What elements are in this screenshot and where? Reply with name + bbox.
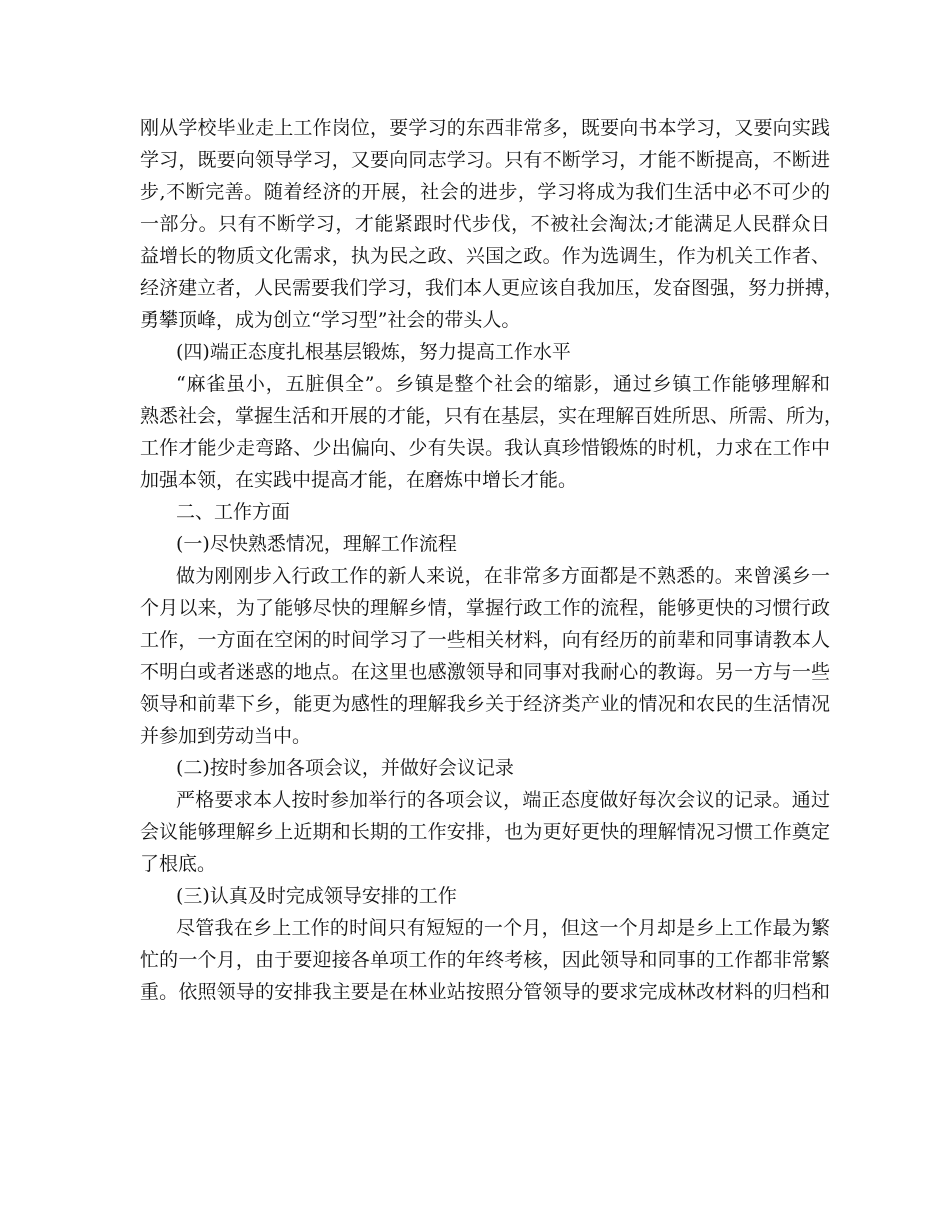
paragraph-line: 做为刚刚步入行政工作的新人来说，在非常多方面都是不熟悉的。来曾溪乡一 bbox=[176, 565, 830, 587]
section-heading: (四)端正态度扎根基层锻炼，努力提高工作水平 bbox=[176, 341, 571, 363]
paragraph-line: 工作才能少走弯路、少出偏向、少有失误。我认真珍惜锻炼的时机，力求在工作中 bbox=[140, 437, 830, 459]
paragraph-line: 忙的一个月，由于要迎接各单项工作的年终考核，因此领导和同事的工作都非常繁 bbox=[140, 949, 830, 971]
paragraph-line: 经济建立者，人民需要我们学习，我们本人更应该自我加压，发奋图强，努力拼搏， bbox=[140, 277, 844, 299]
paragraph-line: “麻雀虽小，五脏俱全”。乡镇是整个社会的缩影，通过乡镇工作能够理解和 bbox=[176, 373, 830, 395]
paragraph-line: 熟悉社会，掌握生活和开展的才能，只有在基层，实在理解百姓所思、所需、所为， bbox=[140, 405, 844, 427]
paragraph-line: 领导和前辈下乡，能更为感性的理解我乡关于经济类产业的情况和农民的生活情况 bbox=[140, 693, 830, 715]
paragraph-line: 严格要求本人按时参加举行的各项会议，端正态度做好每次会议的记录。通过 bbox=[176, 789, 830, 811]
paragraph-line: 不明白或者迷惑的地点。在这里也感激领导和同事对我耐心的教诲。另一方与一些 bbox=[140, 661, 830, 683]
section-heading: (二)按时参加各项会议，并做好会议记录 bbox=[176, 757, 514, 779]
section-heading: 二、工作方面 bbox=[176, 501, 291, 523]
paragraph-line: 学习，既要向领导学习，又要向同志学习。只有不断学习，才能不断提高，不断进 bbox=[140, 149, 830, 171]
paragraph-line: 勇攀顶峰，成为创立“学习型”社会的带头人。 bbox=[140, 309, 521, 331]
paragraph-line: 工作，一方面在空闲的时间学习了一些相关材料，向有经历的前辈和同事请教本人 bbox=[140, 629, 830, 651]
paragraph-line: 加强本领，在实践中提高才能，在磨炼中增长才能。 bbox=[140, 469, 578, 491]
paragraph-line: 个月以来，为了能够尽快的理解乡情，掌握行政工作的流程，能够更快的习惯行政 bbox=[140, 597, 830, 619]
paragraph-line: 会议能够理解乡上近期和长期的工作安排，也为更好更快的理解情况习惯工作奠定 bbox=[140, 821, 830, 843]
paragraph-line: 步,不断完善。随着经济的开展，社会的进步，学习将成为我们生活中必不可少的 bbox=[140, 181, 830, 203]
paragraph-line: 并参加到劳动当中。 bbox=[140, 725, 312, 747]
paragraph-line: 一部分。只有不断学习，才能紧跟时代步伐，不被社会淘汰;才能满足人民群众日 bbox=[140, 213, 830, 235]
paragraph-line: 益增长的物质文化需求，执为民之政、兴国之政。作为选调生，作为机关工作者、 bbox=[140, 245, 830, 267]
section-heading: (一)尽快熟悉情况，理解工作流程 bbox=[176, 533, 457, 555]
section-heading: (三)认真及时完成领导安排的工作 bbox=[176, 885, 457, 907]
paragraph-line: 了根底。 bbox=[140, 853, 217, 875]
paragraph-line: 刚从学校毕业走上工作岗位，要学习的东西非常多，既要向书本学习，又要向实践 bbox=[140, 117, 830, 139]
paragraph-line: 尽管我在乡上工作的时间只有短短的一个月，但这一个月却是乡上工作最为繁 bbox=[176, 917, 830, 939]
paragraph-line: 重。依照领导的安排我主要是在林业站按照分管领导的要求完成林改材料的归档和 bbox=[140, 981, 830, 1003]
